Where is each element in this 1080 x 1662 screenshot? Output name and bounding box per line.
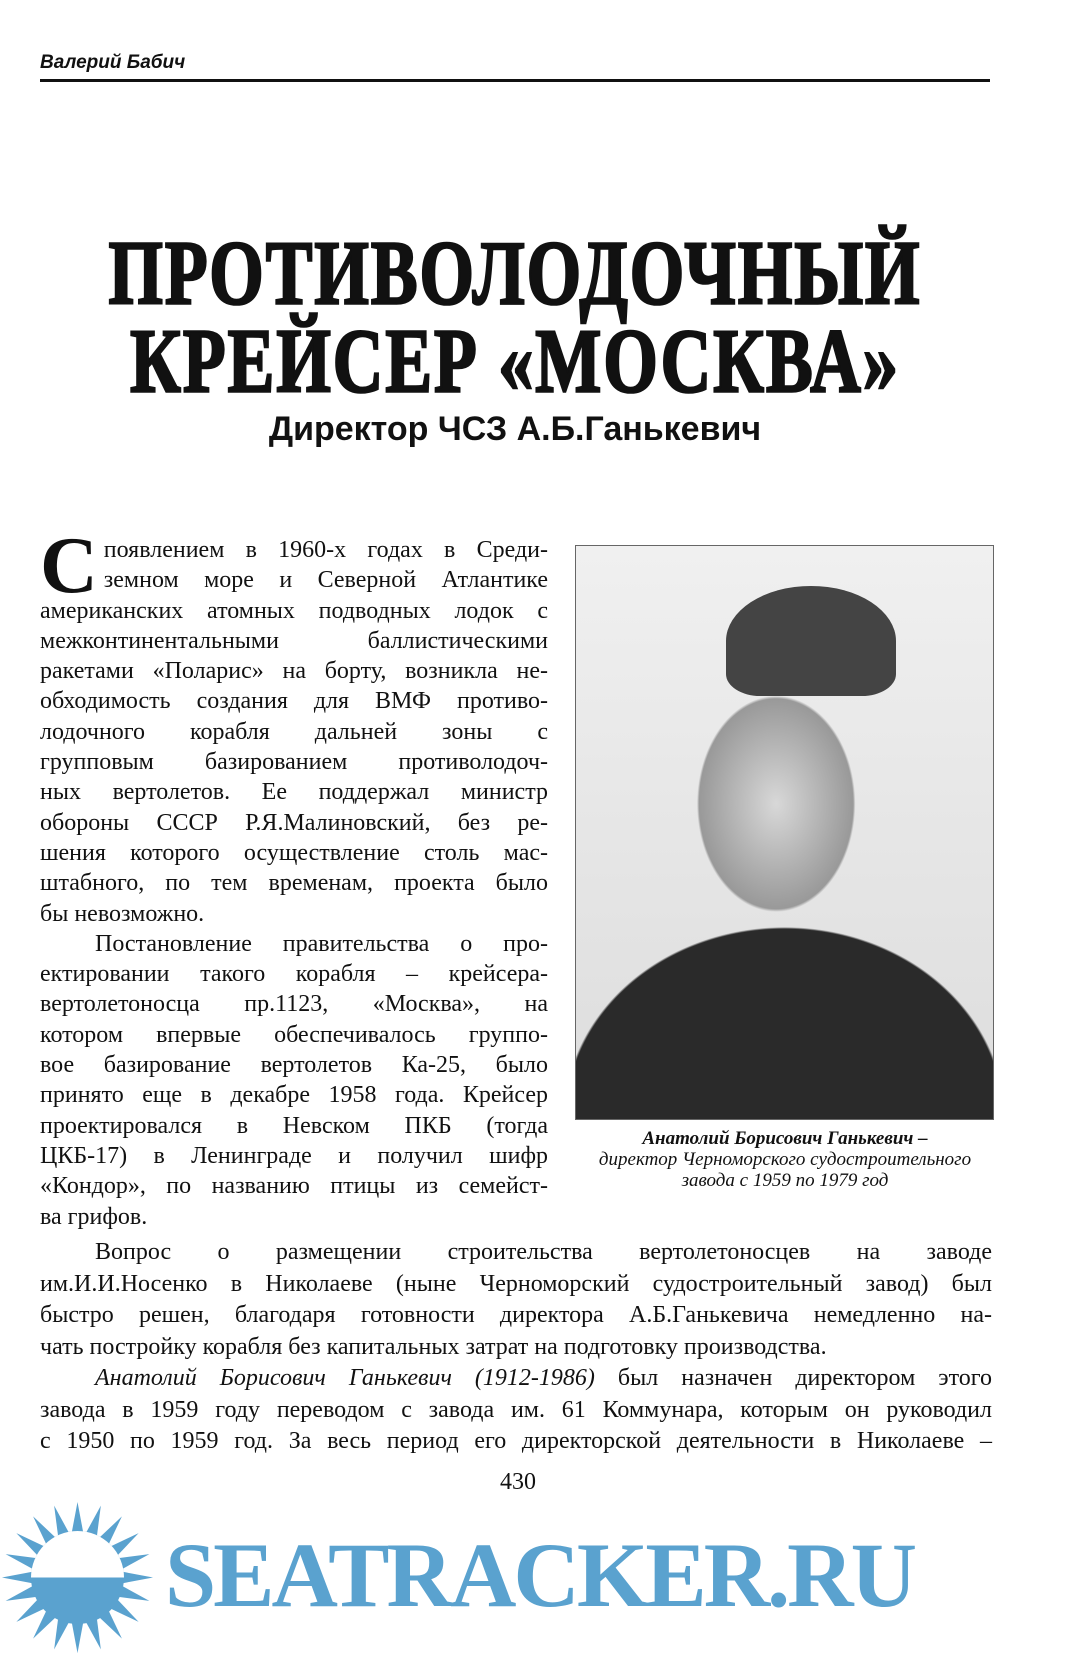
running-header: Валерий Бабич: [40, 52, 186, 73]
text-line: бы невозможно.: [40, 900, 205, 927]
caption-line: директор Черноморского судостроительного: [598, 1149, 972, 1170]
text-line: Постановление правительства о про-: [95, 930, 548, 957]
text-line: котором впервые обеспечивалось группо-: [40, 1021, 548, 1048]
caption-line: завода с 1959 по 1979 год: [681, 1170, 889, 1191]
text-line: штабного, по тем временам, проекта было: [40, 870, 548, 897]
caption-name: Анатолий Борисович Ганькевич –: [642, 1128, 928, 1149]
text-line: обходимость создания для ВМФ противо-: [40, 688, 548, 715]
text-line: Вопрос о размещении строительства вертолетоносцев на заводе: [95, 1239, 992, 1265]
sun-ray: [71, 1621, 83, 1653]
text-line: [40, 1363, 992, 1395]
watermark: SEATRACKER.RU: [165, 1524, 915, 1626]
text-line: ЦКБ-17) в Ленинграде и получил шифр: [40, 1142, 548, 1169]
text-line: «Кондор», по названию птицы из семейст-: [40, 1173, 548, 1200]
text-line: ных вертолетов. Ее поддержал министр: [40, 779, 548, 806]
text-line: им.И.И.Носенко в Николаеве (ныне Черноморский судостроительный завод) был: [40, 1270, 992, 1297]
text-line: ракетами «Поларис» на борту, возникла не-: [40, 658, 548, 685]
sun-logo-icon: [0, 1500, 155, 1655]
text-line: ектировании такого корабля – крейсера-: [40, 961, 548, 988]
text-line: чать постройку корабля без капитальных затрат на подготовку производства.: [40, 1333, 827, 1360]
article-subtitle: Директор ЧСЗ А.Б.Ганькевич: [268, 410, 762, 448]
text-line: завода в 1959 году переводом с завода им. 61 Коммунара, которым он руководил: [40, 1396, 992, 1423]
text-line: обороны СССР Р.Я.Малиновский, без ре-: [40, 809, 548, 836]
sun-ray: [71, 1502, 83, 1534]
text-line: появлением в 1960-х годах в Среди-: [103, 537, 548, 563]
text-line: принято еще в декабре 1958 года. Крейсер: [40, 1082, 548, 1109]
sun-ray: [2, 1571, 34, 1583]
portrait-photo: [575, 545, 994, 1120]
text-line: вое базирование вертолетов Ка-25, было: [40, 1052, 548, 1079]
header-rule: [40, 79, 990, 82]
text-line: групповым базированием противолодоч-: [40, 749, 548, 776]
text-line: проектировался в Невском ПКБ (тогда: [40, 1112, 548, 1139]
italic-name: Анатолий Борисович Ганькевич (1912-1986): [95, 1365, 595, 1391]
text-line: ва грифов.: [40, 1203, 148, 1230]
photo-hair: [726, 586, 896, 696]
photo-suit: [576, 919, 993, 1119]
page-number: 430: [500, 1469, 536, 1495]
left-column-text: [40, 522, 548, 1232]
full-width-text: [40, 1237, 992, 1458]
text-span: был назначен директором этого: [594, 1365, 992, 1391]
text-line: вертолетоносца пр.1123, «Москва», на: [40, 991, 548, 1018]
text-line: быстро решен, благодаря готовности директора А.Б.Ганькевича немедленно на-: [40, 1302, 992, 1328]
text-line: межконтинентальными баллистическими: [40, 627, 548, 654]
sun-ray: [121, 1571, 153, 1583]
article-title-line-2: КРЕЙСЕР «МОСКВА»: [130, 312, 900, 413]
text-line: американских атомных подводных лодок с: [40, 597, 548, 624]
text-line: с 1950 по 1959 год. За весь период его директорской деятельности в Николаеве –: [40, 1428, 992, 1454]
text-line: шения которого осуществление столь мас-: [40, 839, 548, 866]
photo-caption: [585, 1128, 985, 1191]
text-line: лодочного корабля дальней зоны с: [40, 718, 548, 745]
drop-cap: С: [40, 522, 98, 610]
text-line: земном море и Северной Атлантике: [103, 567, 548, 594]
article-title-line-1: ПРОТИВОЛОДОЧНЫЙ: [108, 224, 922, 325]
